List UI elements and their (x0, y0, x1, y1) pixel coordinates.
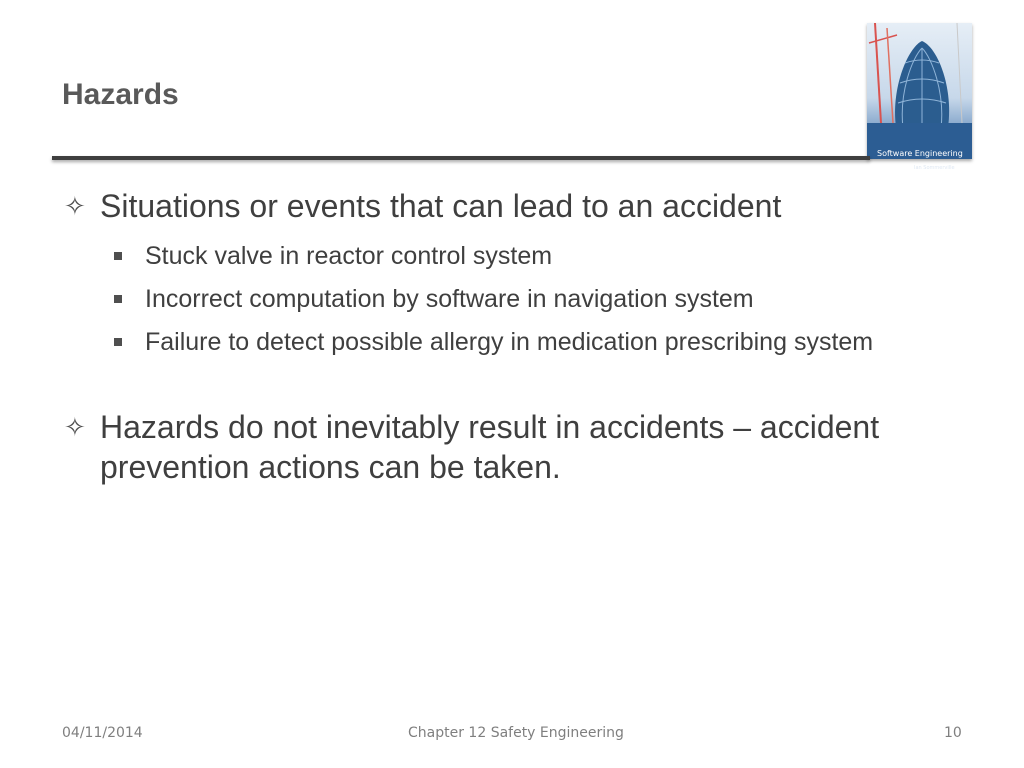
star-outline-icon: ✧ (64, 412, 86, 442)
cover-title: Software Engineering (877, 149, 963, 158)
bullet-text: Hazards do not inevitably result in accidents – accident prevention actions can be taken. (100, 409, 880, 485)
square-icon (114, 338, 122, 346)
square-icon (114, 295, 122, 303)
sub-bullet-text: Incorrect computation by software in navigation system (145, 285, 754, 313)
square-icon (114, 252, 122, 260)
cover-author: Ian Sommerville (914, 165, 955, 171)
title-divider (52, 156, 870, 160)
star-outline-icon: ✧ (64, 191, 86, 221)
slide-title: Hazards (62, 78, 179, 111)
sub-bullet-text: Failure to detect possible allergy in medication prescribing system (145, 328, 874, 356)
footer-page-number: 10 (944, 725, 962, 741)
footer-date: 04/11/2014 (62, 725, 143, 741)
book-cover-image (867, 23, 972, 171)
bullet-text: Situations or events that can lead to an accident (100, 188, 782, 224)
sub-bullet-text: Stuck valve in reactor control system (145, 242, 553, 270)
footer-chapter: Chapter 12 Safety Engineering (408, 725, 624, 741)
